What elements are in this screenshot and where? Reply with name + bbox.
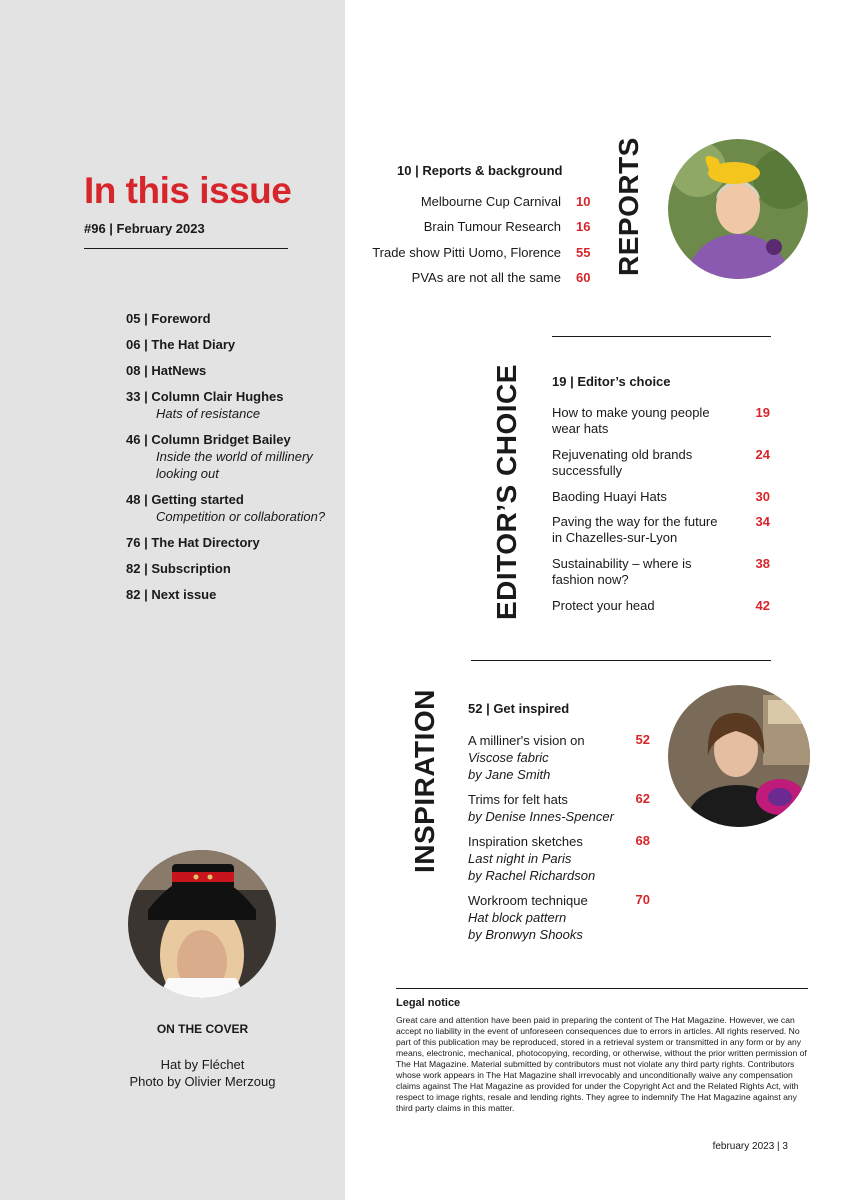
report-item-title: Brain Tumour Research (423, 219, 561, 235)
cover-credit-hat: Hat by Fléchet (160, 1057, 245, 1072)
inspiration-item-page: 68 (635, 833, 650, 848)
editors-choice-label: EDITOR’S CHOICE (491, 364, 522, 620)
page-footer: february 2023 | 3 (712, 1141, 788, 1152)
editors-choice-item (552, 514, 742, 546)
cover-credit-photo: Photo by Olivier Merzoug (129, 1074, 276, 1089)
inspiration-item-page: 62 (635, 791, 650, 806)
cover-photo (128, 850, 276, 998)
legal-title: Legal notice (396, 997, 461, 1009)
report-item-page: 16 (576, 219, 591, 235)
inspiration-item-detail: by Denise Innes-Spencer (468, 809, 614, 824)
report-item-title: Trade show Pitti Uomo, Florence (372, 244, 561, 260)
editors-choice-item (552, 405, 742, 437)
editors-choice-divider (471, 660, 771, 661)
report-item-page: 10 (576, 194, 591, 209)
toc-entry (126, 431, 325, 482)
toc-entry (126, 560, 325, 577)
inspiration-photo (668, 685, 810, 827)
editors-choice-item (552, 489, 742, 505)
editors-choice-item (552, 556, 742, 588)
editors-choice-item-line: wear hats (552, 421, 609, 436)
editors-choice-item-page: 24 (755, 447, 770, 462)
inspiration-item-detail: by Jane Smith (468, 767, 551, 782)
editors-choice-item-page: 30 (755, 489, 770, 504)
editors-choice-item-line: successfully (552, 463, 623, 478)
reports-photo (668, 139, 808, 279)
inspiration-item (468, 833, 638, 884)
reports-divider (552, 336, 771, 337)
toc-entry-label: 06 | The Hat Diary (126, 337, 236, 352)
toc-entry-subtitle: Inside the world of millinery (156, 449, 313, 464)
toc-entry-label: 82 | Next issue (126, 587, 217, 602)
toc-entry-label: 05 | Foreword (126, 311, 211, 326)
editors-choice-item-line: How to make young people (552, 405, 710, 420)
toc-entry-label: 33 | Column Clair Hughes (126, 389, 284, 404)
inspiration-label: INSPIRATION (409, 689, 440, 873)
toc-entry (126, 534, 325, 551)
cover-heading: ON THE COVER (156, 1022, 249, 1036)
inspiration-item (468, 791, 638, 825)
editors-choice-item-page: 38 (755, 556, 770, 571)
editors-choice-item-line: Protect your head (552, 598, 655, 613)
issue-number: #96 | February 2023 (84, 221, 205, 236)
toc-entry-label: 48 | Getting started (126, 492, 244, 507)
inspiration-item-detail: by Rachel Richardson (468, 868, 596, 883)
report-item-title: PVAs are not all the same (411, 269, 561, 285)
page-title: In this issue (84, 170, 292, 211)
toc-entry-label: 46 | Column Bridget Bailey (126, 432, 291, 447)
report-item-title: Melbourne Cup Carnival (420, 194, 561, 209)
report-item-page: 55 (576, 244, 591, 260)
editors-choice-item-line: Sustainability – where is (552, 556, 692, 571)
editors-choice-item-line: fashion now? (552, 572, 629, 587)
toc-entry (126, 388, 325, 422)
inspiration-item-title: Inspiration sketches (468, 834, 583, 849)
toc-entry (126, 362, 325, 379)
inspiration-item-detail: by Bronwyn Shooks (468, 927, 583, 942)
inspiration-item-title: A milliner's vision on (468, 733, 585, 748)
inspiration-item-page: 52 (635, 732, 650, 747)
editors-choice-item-page: 34 (755, 514, 770, 529)
legal-body: Great care and attention have been paid in preparing the content of The Hat Magazine. However, we can accept no liability in the event of unforeseen consequences due to errors in articles. All rights reserved. No part of this publication may be reproduced, stored in a retrieval system or transmitted in any form or by any means, electronic, mechanical, photocopying, recording, or otherwise, without the prior written permission of The Hat Magazine. Material submitted by contributors must not violate any third party rights. Contributors whose work appears in The Hat Magazine shall irrevocably and unconditionally waive any compensation claims against The Hat Magazine as provided for under the Copyright Act and the Related Rights Act, with respect to image rights, resale and lending rights. They agree to indemnify The Hat Magazine against any third party claims in this matter. (396, 1015, 807, 1113)
toc-entry-subtitle: Hats of resistance (156, 406, 261, 421)
editors-choice-item-line: in Chazelles-sur-Lyon (552, 530, 678, 545)
title-divider (84, 248, 288, 249)
inspiration-item (468, 732, 638, 783)
legal-divider (396, 988, 808, 989)
toc-entry (126, 336, 325, 353)
reports-label: REPORTS (613, 137, 644, 276)
editors-choice-item-line: Paving the way for the future (552, 514, 718, 529)
toc-entry (126, 310, 325, 327)
toc-entry-subtitle: looking out (156, 466, 219, 481)
sidebar-toc (126, 310, 325, 612)
editors-choice-item-page: 19 (755, 405, 770, 420)
inspiration-item-title: Workroom technique (468, 893, 588, 908)
toc-entry (126, 491, 325, 525)
inspiration-item-detail: Hat block pattern (468, 910, 567, 925)
editors-choice-item (552, 447, 742, 479)
toc-entry-label: 76 | The Hat Directory (126, 535, 260, 550)
inspiration-item-title: Trims for felt hats (468, 792, 568, 807)
inspiration-item-page: 70 (635, 892, 650, 907)
report-item-page: 60 (576, 269, 591, 285)
inspiration-heading: 52 | Get inspired (468, 701, 570, 716)
toc-entry-label: 08 | HatNews (126, 363, 207, 378)
reports-heading: 10 | Reports & background (397, 163, 563, 178)
editors-choice-heading: 19 | Editor’s choice (552, 374, 671, 389)
inspiration-item (468, 892, 638, 943)
editors-choice-item-page: 42 (755, 598, 770, 613)
editors-choice-item (552, 598, 742, 614)
inspiration-item-detail: Viscose fabric (468, 750, 549, 765)
toc-entry (126, 586, 325, 603)
editors-choice-item-line: Baoding Huayi Hats (552, 489, 667, 504)
editors-choice-item-line: Rejuvenating old brands (552, 447, 693, 462)
inspiration-item-detail: Last night in Paris (468, 851, 572, 866)
toc-entry-label: 82 | Subscription (126, 561, 231, 576)
toc-entry-subtitle: Competition or collaboration? (156, 509, 326, 524)
